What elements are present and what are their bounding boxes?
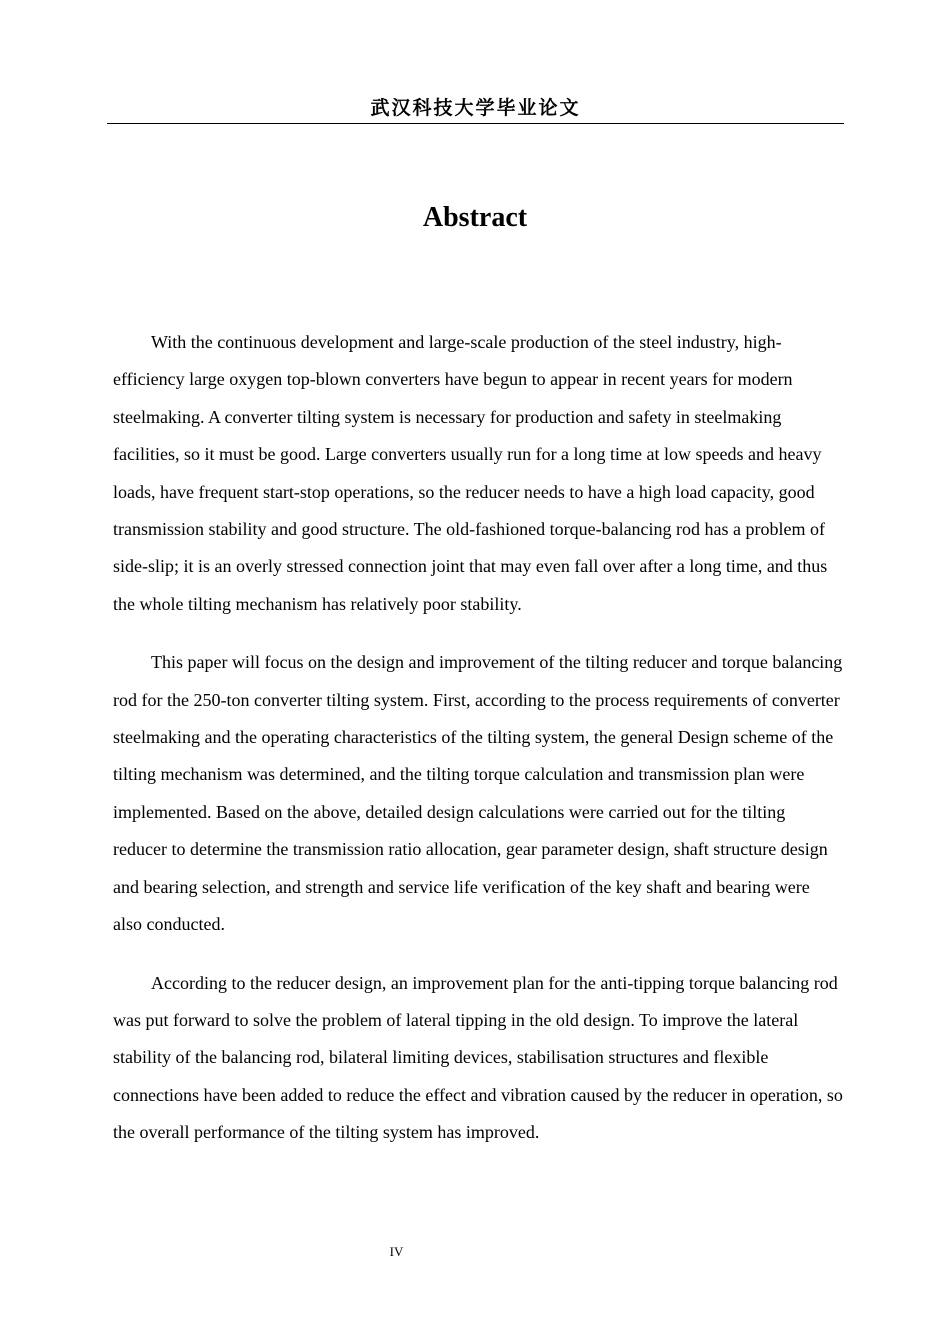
abstract-body	[113, 324, 843, 1173]
page-header	[107, 96, 844, 124]
abstract-paragraph-2: This paper will focus on the design and improvement of the tilting reducer and torque balancing rod for the 250-ton converter tilting system. First, according to the process requirements of converter steelmaking and the operating characteristics of the tilting system, the general Design scheme of the tilting mechanism was determined, and the tilting torque calculation and transmission plan were implemented. Based on the above, detailed design calculations were carried out for the tilting reducer to determine the transmission ratio allocation, gear parameter design, shaft structure design and bearing selection, and strength and service life verification of the key shaft and bearing were also conducted.	[113, 652, 843, 935]
abstract-paragraph-1: With the continuous development and large-scale production of the steel industry, high-efficiency large oxygen top-blown converters have begun to appear in recent years for modern steelmaking. A converter tilting system is necessary for production and safety in steelmaking facilities, so it must be good. Large converters usually run for a long time at low speeds and heavy loads, have frequent start-stop operations, so the reducer needs to have a high load capacity, good transmission stability and good structure. The old-fashioned torque-balancing rod has a problem of side-slip; it is an overly stressed connection joint that may even fall over after a long time, and thus the whole tilting mechanism has relatively poor stability.	[113, 332, 828, 614]
page-number: IV	[389, 1244, 404, 1259]
header-title: 武汉科技大学毕业论文	[370, 97, 581, 119]
abstract-paragraph-3: According to the reducer design, an improvement plan for the anti-tipping torque balancing rod was put forward to solve the problem of lateral tipping in the old design. To improve the lateral stability of the balancing rod, bilateral limiting devices, stabilisation structures and flexible connections have been added to reduce the effect and vibration caused by the reducer in operation, so the overall performance of the tilting system has improved.	[113, 972, 843, 1143]
abstract-title: Abstract	[422, 202, 528, 233]
